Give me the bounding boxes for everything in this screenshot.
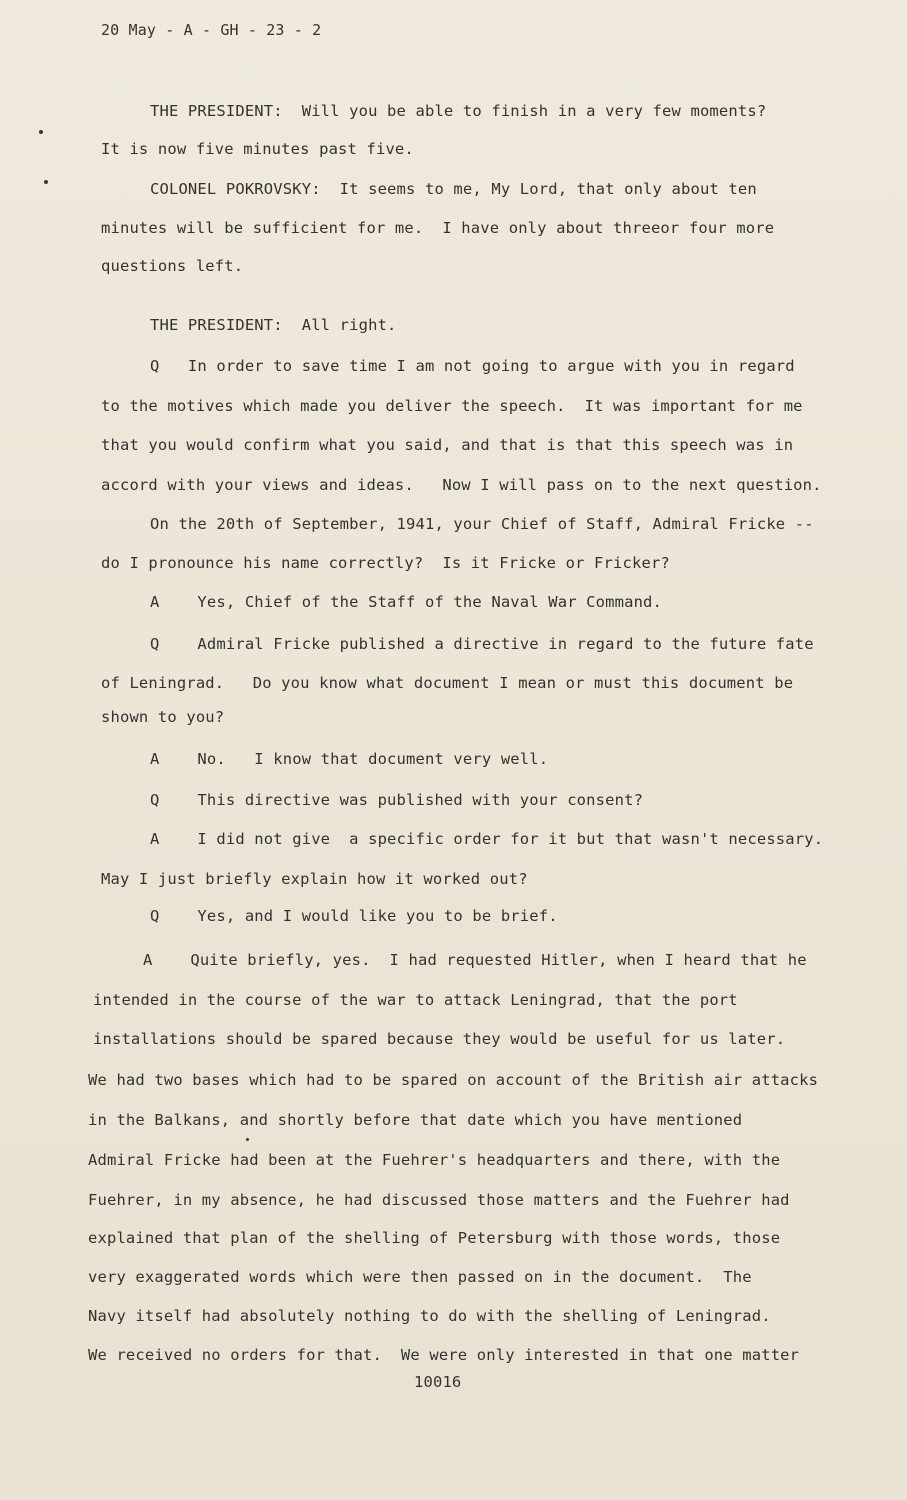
transcript-line-11: On the 20th of September, 1941, your Chief of Staff, Admiral Fricke -- <box>150 515 814 533</box>
transcript-line-17: A No. I know that document very well. <box>150 750 549 768</box>
transcript-line-13: A Yes, Chief of the Staff of the Naval War Command. <box>150 593 663 611</box>
transcript-line-27: Admiral Fricke had been at the Fuehrer's headquarters and there, with the <box>88 1151 781 1169</box>
transcript-line-1: THE PRESIDENT: Will you be able to finish in a very few moments? <box>150 102 767 120</box>
transcript-line-8: to the motives which made you deliver the speech. It was important for me <box>101 397 803 415</box>
transcript-line-30: very exaggerated words which were then passed on in the document. The <box>88 1268 752 1286</box>
transcript-line-10: accord with your views and ideas. Now I will pass on to the next question. <box>101 476 822 494</box>
transcript-line-28: Fuehrer, in my absence, he had discussed those matters and the Fuehrer had <box>88 1191 790 1209</box>
transcript-line-29: explained that plan of the shelling of Petersburg with those words, those <box>88 1229 781 1247</box>
transcript-line-14: Q Admiral Fricke published a directive in regard to the future fate <box>150 635 814 653</box>
transcript-line-26: in the Balkans, and shortly before that date which you have mentioned <box>88 1111 743 1129</box>
transcript-line-20: May I just briefly explain how it worked out? <box>101 870 528 888</box>
transcript-line-24: installations should be spared because they would be useful for us later. <box>93 1030 786 1048</box>
transcript-line-12: do I pronounce his name correctly? Is it Fricke or Fricker? <box>101 554 670 572</box>
transcript-line-32: We received no orders for that. We were only interested in that one matter <box>88 1346 800 1364</box>
document-header: 20 May - A - GH - 23 - 2 <box>101 21 322 39</box>
margin-mark <box>44 180 48 184</box>
transcript-line-4: minutes will be sufficient for me. I have only about threeor four more <box>101 219 775 237</box>
transcript-line-21: Q Yes, and I would like you to be brief. <box>150 907 558 925</box>
transcript-line-31: Navy itself had absolutely nothing to do with the shelling of Leningrad. <box>88 1307 771 1325</box>
transcript-line-25: We had two bases which had to be spared on account of the British air attacks <box>88 1071 819 1089</box>
page-number: 10016 <box>414 1373 462 1391</box>
transcript-line-3: COLONEL POKROVSKY: It seems to me, My Lord, that only about ten <box>150 180 757 198</box>
transcript-line-9: that you would confirm what you said, and that is that this speech was in <box>101 436 794 454</box>
transcript-line-18: Q This directive was published with your consent? <box>150 791 644 809</box>
transcript-line-22: A Quite briefly, yes. I had requested Hitler, when I heard that he <box>143 951 807 969</box>
transcript-line-6: THE PRESIDENT: All right. <box>150 316 397 334</box>
transcript-line-7: Q In order to save time I am not going to argue with you in regard <box>150 357 795 375</box>
transcript-line-5: questions left. <box>101 257 244 275</box>
transcript-line-15: of Leningrad. Do you know what document I mean or must this document be <box>101 674 794 692</box>
transcript-line-23: intended in the course of the war to attack Leningrad, that the port <box>93 991 738 1009</box>
transcript-line-19: A I did not give a specific order for it but that wasn't necessary. <box>150 830 824 848</box>
transcript-line-2: It is now five minutes past five. <box>101 140 414 158</box>
ink-mark <box>246 1138 249 1141</box>
margin-mark <box>39 130 43 134</box>
transcript-line-16: shown to you? <box>101 708 225 726</box>
